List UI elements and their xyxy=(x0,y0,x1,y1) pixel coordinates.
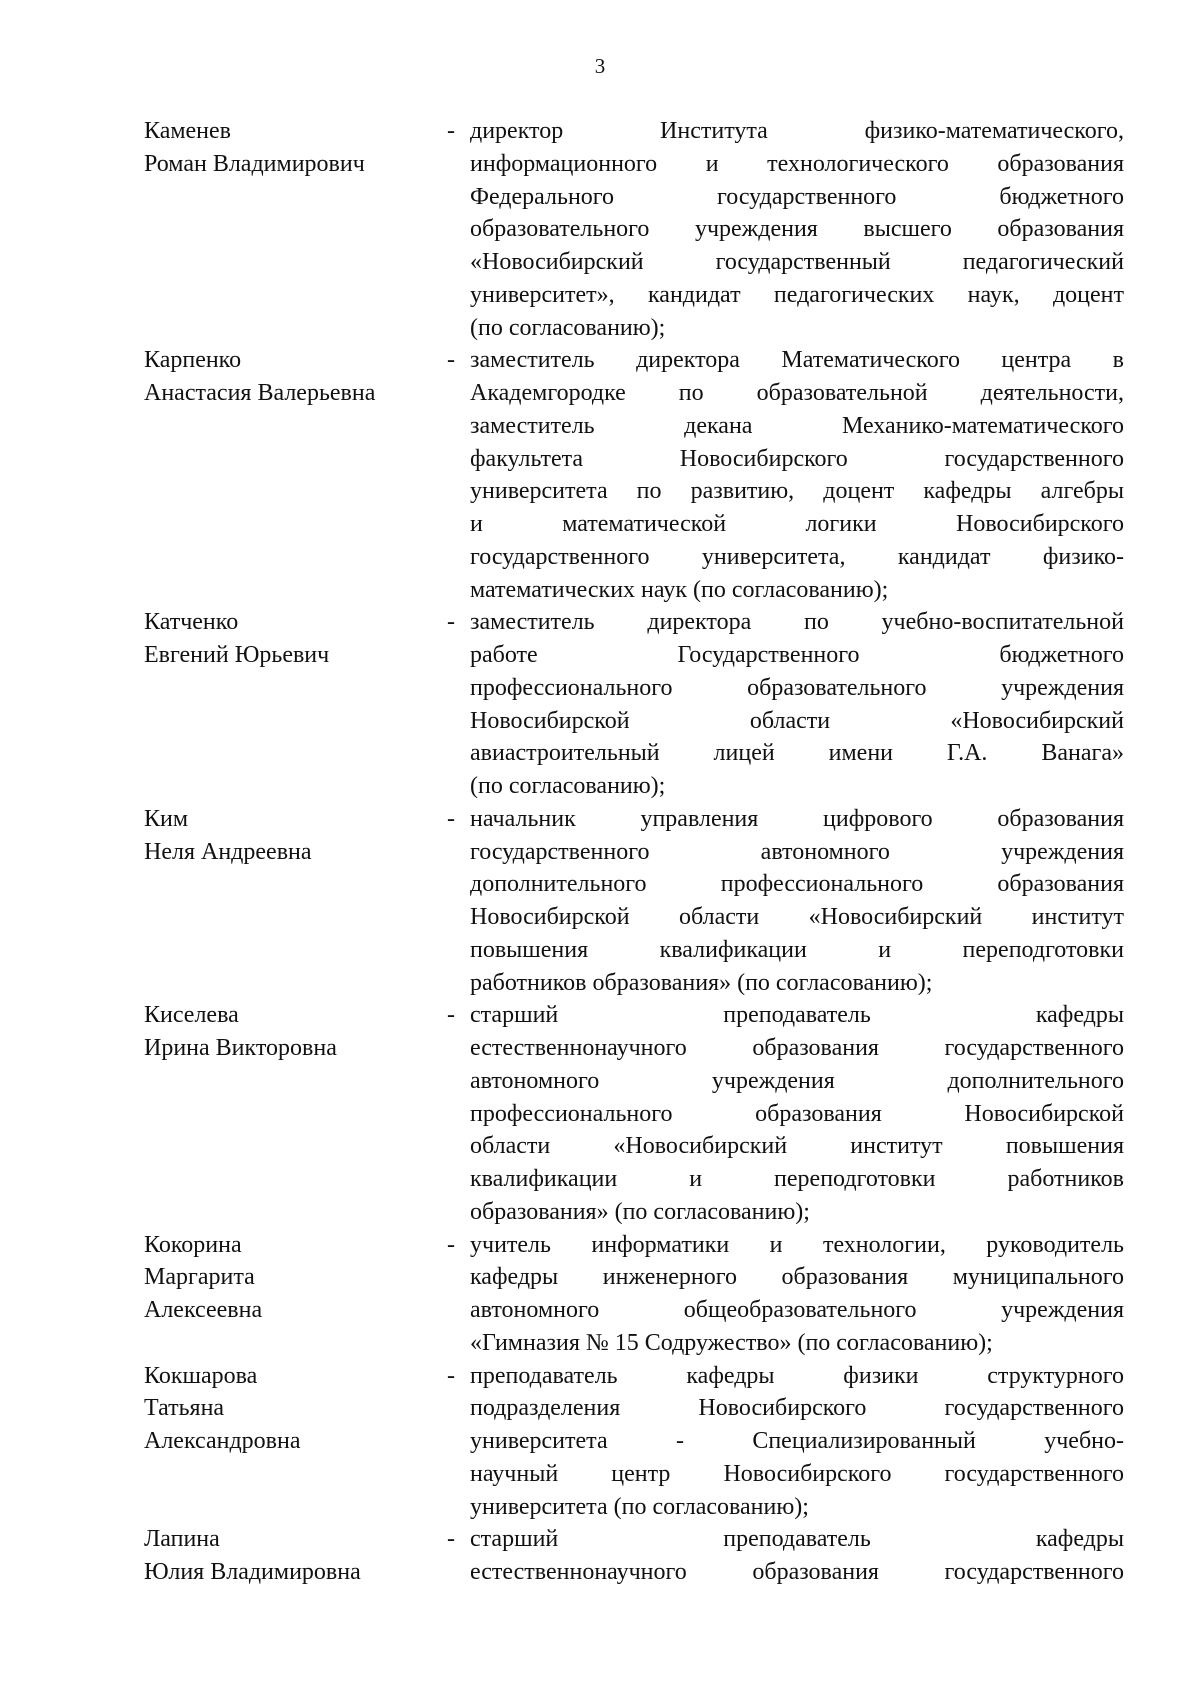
member-position xyxy=(470,1360,1124,1524)
member-position-line: области «Новосибирский институт повышения xyxy=(470,1133,1124,1160)
member-name xyxy=(144,1360,432,1458)
member-position-line: и математической логики Новосибирского xyxy=(470,511,1124,537)
member-position-line: работников образования» (по согласованию); xyxy=(470,969,933,996)
member-position-line: автономного общеобразовательного учреждения xyxy=(470,1297,1124,1323)
member-position-line: профессионального образования Новосибирской xyxy=(470,1100,1124,1127)
member-name-line: Катченко xyxy=(144,609,239,636)
page-number: 3 xyxy=(594,54,606,78)
member-entry xyxy=(144,115,1124,344)
member-position-line: повышения квалификации и переподготовки xyxy=(470,936,1124,963)
member-position xyxy=(470,999,1124,1228)
dash-separator: - xyxy=(447,805,455,832)
member-name-line: Киселева xyxy=(144,1002,239,1029)
member-position-line: учитель информатики и технологии, руководитель xyxy=(470,1231,1124,1258)
member-name-line: Роман Владимирович xyxy=(144,150,365,177)
member-position-line: авиастроительный лицей имени Г.А. Ванага» xyxy=(470,740,1124,767)
member-position xyxy=(470,115,1124,344)
member-name xyxy=(144,1229,432,1327)
member-position-line: университета по развитию, доцент кафедры алгебры xyxy=(470,478,1124,505)
member-position-line: Академгородке по образовательной деятельности, xyxy=(470,380,1124,406)
member-entry xyxy=(144,606,1124,803)
dash-separator: - xyxy=(447,609,455,636)
member-position-line: университета (по согласованию); xyxy=(470,1493,809,1520)
member-entry xyxy=(144,999,1124,1228)
member-name xyxy=(144,803,432,869)
member-position-line: государственного автономного учреждения xyxy=(470,838,1124,865)
member-name-line: Каменев xyxy=(144,118,232,144)
member-position-line: Новосибирской области «Новосибирский институт xyxy=(470,904,1124,930)
member-name-line: Карпенко xyxy=(144,347,242,374)
member-position-line: государственного университета, кандидат физико- xyxy=(470,543,1124,570)
member-name-line: Кокорина xyxy=(144,1231,242,1258)
member-name xyxy=(144,606,432,672)
dash-separator: - xyxy=(447,1526,455,1553)
dash-separator: - xyxy=(447,347,455,374)
member-position-line: преподаватель кафедры физики структурного xyxy=(470,1362,1124,1389)
member-position-line: (по согласованию); xyxy=(470,314,666,341)
member-position-line: (по согласованию); xyxy=(470,773,666,799)
member-position-line: кафедры инженерного образования муниципального xyxy=(470,1264,1124,1291)
member-name-line: Татьяна xyxy=(144,1395,225,1422)
member-position-line: «Гимназия № 15 Содружество» (по согласованию); xyxy=(470,1329,993,1356)
member-position xyxy=(470,606,1124,803)
member-entry xyxy=(144,344,1124,606)
member-name xyxy=(144,999,432,1065)
member-position xyxy=(470,1523,1124,1589)
member-name-line: Евгений Юрьевич xyxy=(144,642,330,668)
member-position-line: факультета Новосибирского государственного xyxy=(470,445,1124,472)
member-position-line: дополнительного профессионального образования xyxy=(470,871,1124,898)
member-name-line: Алексеевна xyxy=(144,1297,263,1323)
member-name-line: Ирина Викторовна xyxy=(144,1035,337,1061)
member-position-line: научный центр Новосибирского государственного xyxy=(470,1460,1124,1487)
member-position-line: начальник управления цифрового образования xyxy=(470,805,1124,832)
member-position-line: математических наук (по согласованию); xyxy=(470,576,889,603)
member-position xyxy=(470,344,1124,606)
member-position-line: работе Государственного бюджетного xyxy=(470,642,1124,668)
member-name xyxy=(144,1523,432,1589)
member-entry xyxy=(144,1523,1124,1589)
member-position-line: директор Института физико-математического, xyxy=(470,118,1124,144)
member-position-line: Федерального государственного бюджетного xyxy=(470,183,1124,210)
member-position-line: образования» (по согласованию); xyxy=(470,1198,810,1225)
member-position-line: профессионального образовательного учреждения xyxy=(470,674,1124,701)
committee-member-list xyxy=(144,115,1124,1589)
member-position xyxy=(470,1229,1124,1360)
member-name-line: Маргарита xyxy=(144,1264,255,1291)
member-position-line: подразделения Новосибирского государственного xyxy=(470,1395,1124,1422)
member-entry xyxy=(144,1360,1124,1524)
member-position-line: заместитель директора по учебно-воспитательной xyxy=(470,609,1124,636)
member-position xyxy=(470,803,1124,1000)
member-position-line: старший преподаватель кафедры xyxy=(470,1526,1124,1553)
member-position-line: старший преподаватель кафедры xyxy=(470,1002,1124,1029)
member-name xyxy=(144,115,432,181)
member-name-line: Кокшарова xyxy=(144,1362,258,1389)
member-name-line: Лапина xyxy=(144,1526,220,1553)
member-position-line: заместитель директора Математического центра в xyxy=(470,347,1124,374)
member-position-line: квалификации и переподготовки работников xyxy=(470,1166,1124,1192)
member-position-line: университет», кандидат педагогических наук, доцент xyxy=(470,281,1124,308)
member-name-line: Анастасия Валерьевна xyxy=(144,380,376,406)
member-name-line: Юлия Владимировна xyxy=(144,1559,361,1585)
member-position-line: заместитель декана Механико-математического xyxy=(470,412,1124,439)
member-position-line: информационного и технологического образования xyxy=(470,150,1124,177)
member-entry xyxy=(144,1229,1124,1360)
member-entry xyxy=(144,803,1124,1000)
member-position-line: образовательного учреждения высшего образования xyxy=(470,216,1124,243)
member-position-line: «Новосибирский государственный педагогический xyxy=(470,249,1124,275)
member-position-line: Новосибирской области «Новосибирский xyxy=(470,707,1124,734)
member-position-line: автономного учреждения дополнительного xyxy=(470,1067,1124,1094)
member-name-line: Неля Андреевна xyxy=(144,838,312,865)
member-position-line: естественнонаучного образования государственного xyxy=(470,1559,1124,1585)
member-name-line: Александровна xyxy=(144,1428,301,1454)
member-position-line: естественнонаучного образования государственного xyxy=(470,1035,1124,1061)
member-name-line: Ким xyxy=(144,805,189,832)
member-name xyxy=(144,344,432,410)
member-position-line: университета - Специализированный учебно- xyxy=(470,1428,1124,1454)
dash-separator: - xyxy=(447,1002,455,1029)
dash-separator: - xyxy=(447,1231,455,1258)
dash-separator: - xyxy=(447,118,455,144)
dash-separator: - xyxy=(447,1362,455,1389)
